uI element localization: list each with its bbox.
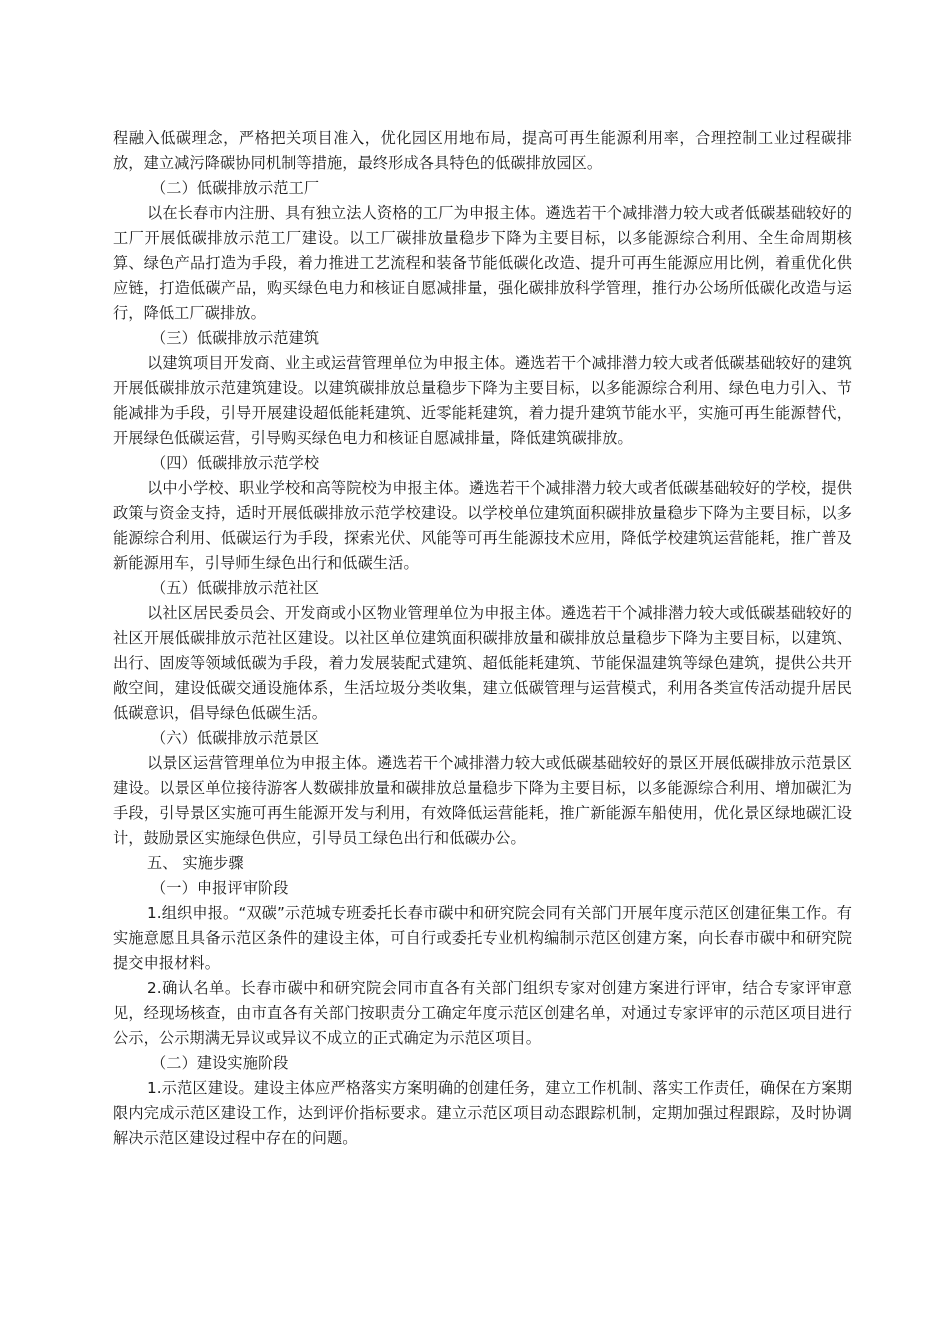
paragraph-confirm-list: 2.确认名单。长春市碳中和研究院会同市直各有关部门组织专家对创建方案进行评审，结合专家评审意见，经现场核查，由市直各有关部门按职责分工确定年度示范区创建名单，对通过专家评审的示范区项目进行公示，公示期满无异议或异议不成立的正式确定为示范区项目。 (113, 979, 852, 1047)
paragraph-scenic-area: 以景区运营管理单位为申报主体。遴选若干个减排潜力较大或低碳基础较好的景区开展低碳排放示范景区建设。以景区单位接待游客人数碳排放量和碳排放总量稳步下降为主要目标，以多能源综合利用、增加碳汇为手段，引导景区实施可再生能源开发与利用，有效降低运营能耗，推广新能源车船使用，优化景区绿地碳汇设计，鼓励景区实施绿色供应，引导员工绿色出行和低碳办公。 (113, 754, 852, 847)
section-heading-low-carbon-community: （五）低碳排放示范社区 (151, 579, 320, 597)
section-heading-application-review: （一）申报评审阶段 (151, 879, 289, 897)
chapter-heading-implementation-steps: 五、 实施步骤 (147, 854, 244, 872)
section-heading-construction-implementation: （二）建设实施阶段 (151, 1054, 289, 1072)
section-heading-low-carbon-factory: （二）低碳排放示范工厂 (151, 179, 320, 197)
paragraph-building: 以建筑项目开发商、业主或运营管理单位为申报主体。遴选若干个减排潜力较大或者低碳基础较好的建筑开展低碳排放示范建筑建设。以建筑碳排放总量稳步下降为主要目标，以多能源综合利用、绿色电力引入、节能减排为手段，引导开展建设超低能耗建筑、近零能耗建筑，着力提升建筑节能水平，实施可再生能源替代，开展绿色低碳运营，引导购买绿色电力和核证自愿减排量，降低建筑碳排放。 (113, 354, 852, 447)
paragraph-demo-area-construction: 1.示范区建设。建设主体应严格落实方案明确的创建任务，建立工作机制、落实工作责任，确保在方案期限内完成示范区建设工作，达到评价指标要求。建立示范区项目动态跟踪机制，定期加强过程跟踪，及时协调解决示范区建设过程中存在的问题。 (113, 1079, 852, 1147)
paragraph-factory: 以在长春市内注册、具有独立法人资格的工厂为申报主体。遴选若干个减排潜力较大或者低碳基础较好的工厂开展低碳排放示范工厂建设。以工厂碳排放量稳步下降为主要目标，以多能源综合利用、全生命周期核算、绿色产品打造为手段，着力推进工艺流程和装备节能低碳化改造、提升可再生能源应用比例，着重优化供应链，打造低碳产品，购买绿色电力和核证自愿减排量，强化碳排放科学管理，推行办公场所低碳化改造与运行，降低工厂碳排放。 (113, 204, 852, 322)
paragraph-community: 以社区居民委员会、开发商或小区物业管理单位为申报主体。遴选若干个减排潜力较大或低碳基础较好的社区开展低碳排放示范社区建设。以社区单位建筑面积碳排放量和碳排放总量稳步下降为主要目标，以建筑、出行、固废等领域低碳为手段，着力发展装配式建筑、超低能耗建筑、节能保温建筑等绿色建筑，提供公共开敞空间，建设低碳交通设施体系，生活垃圾分类收集，建立低碳管理与运营模式，利用各类宣传活动提升居民低碳意识，倡导绿色低碳生活。 (113, 604, 852, 722)
section-heading-low-carbon-scenic-area: （六）低碳排放示范景区 (151, 729, 320, 747)
paragraph-school: 以中小学校、职业学校和高等院校为申报主体。遴选若干个减排潜力较大或者低碳基础较好的学校，提供政策与资金支持，适时开展低碳排放示范学校建设。以学校单位建筑面积碳排放量稳步下降为主要目标，以多能源综合利用、低碳运行为手段，探索光伏、风能等可再生能源技术应用，降低学校建筑运营能耗，推广普及新能源用车，引导师生绿色出行和低碳生活。 (113, 479, 852, 572)
paragraph-organize-application: 1.组织申报。“双碳”示范城专班委托长春市碳中和研究院会同有关部门开展年度示范区创建征集工作。有实施意愿且具备示范区条件的建设主体，可自行或委托专业机构编制示范区创建方案，向长春市碳中和研究院提交申报材料。 (113, 904, 852, 972)
paragraph-continuation: 程融入低碳理念，严格把关项目准入，优化园区用地布局，提高可再生能源利用率，合理控制工业过程碳排放，建立减污降碳协同机制等措施，最终形成各具特色的低碳排放园区。 (113, 129, 852, 172)
section-heading-low-carbon-school: （四）低碳排放示范学校 (151, 454, 320, 472)
section-heading-low-carbon-building: （三）低碳排放示范建筑 (151, 329, 320, 347)
